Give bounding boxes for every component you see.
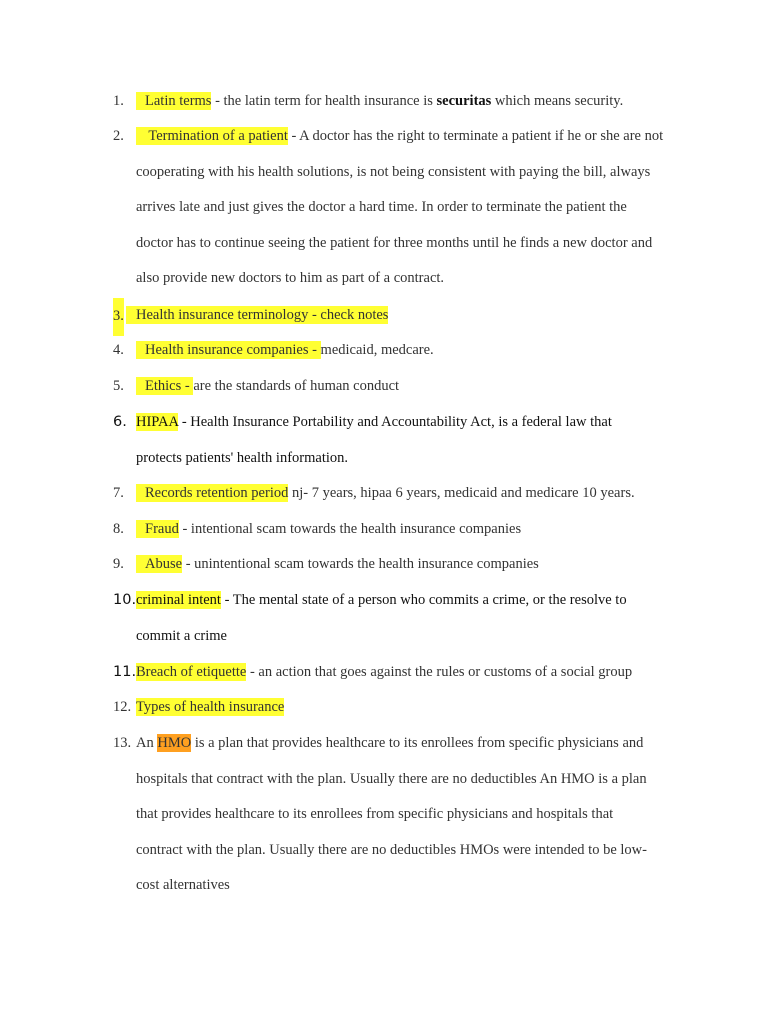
item-number: 13. bbox=[113, 735, 132, 751]
item-text-line: contract with the plan. Usually there are no deductibles HMOs were intended to be low- bbox=[136, 841, 647, 858]
item-number: 5. bbox=[113, 378, 124, 394]
item-number: 1. bbox=[113, 93, 124, 109]
item-text: are the standards of human conduct bbox=[193, 378, 400, 394]
item-text-line: protects patients' health information. bbox=[136, 449, 348, 466]
highlighted-term: HIPAA bbox=[136, 414, 179, 430]
item-number: 6. bbox=[113, 414, 127, 430]
highlighted-term: Fraud bbox=[136, 520, 179, 538]
item-text-line: - A doctor has the right to terminate a patient if he or she are not bbox=[287, 128, 664, 144]
item-prefix: An bbox=[136, 735, 158, 751]
item-number: 12. bbox=[113, 699, 132, 715]
highlighted-term: Records retention period bbox=[136, 484, 288, 502]
highlighted-term: criminal intent bbox=[136, 592, 221, 608]
item-number: 9. bbox=[113, 556, 124, 572]
highlighted-term: Termination of a patient bbox=[136, 127, 288, 145]
item-text-line: arrives late and just gives the doctor a hard time. In order to terminate the patient the bbox=[136, 199, 627, 216]
item-number: 10. bbox=[113, 592, 137, 608]
highlighted-term: Types of health insurance bbox=[136, 699, 285, 715]
item-number: 4. bbox=[113, 342, 124, 358]
list-item bbox=[113, 405, 696, 476]
list-item bbox=[113, 333, 696, 369]
item-text-line: cooperating with his health solutions, is not being consistent with paying the bill, always bbox=[136, 163, 651, 180]
highlighted-term: Latin terms bbox=[136, 92, 211, 110]
item-text-line: that provides healthcare to its enrollees from specific physicians and hospitals that bbox=[136, 806, 614, 823]
item-text-line: doctor has to continue seeing the patient for three months until he finds a new doctor and bbox=[136, 234, 653, 251]
item-text-line: is a plan that provides healthcare to its enrollees from specific physicians and bbox=[191, 735, 644, 751]
item-text-line: - The mental state of a person who commits a crime, or the resolve to bbox=[220, 592, 627, 608]
item-text: - unintentional scam towards the health insurance companies bbox=[182, 556, 539, 572]
item-text: nj- 7 years, hipaa 6 years, medicaid and medicare 10 years. bbox=[288, 485, 635, 501]
list-item bbox=[113, 726, 696, 904]
list-item bbox=[113, 84, 696, 120]
list-item bbox=[113, 655, 696, 691]
item-number: 8. bbox=[113, 521, 124, 537]
list-item bbox=[113, 476, 696, 512]
highlighted-term: Breach of etiquette bbox=[136, 664, 247, 680]
list-item bbox=[113, 690, 696, 726]
item-text-line: hospitals that contract with the plan. Usually there are no deductibles An HMO is a plan bbox=[136, 770, 647, 787]
item-number: 11. bbox=[113, 664, 137, 680]
highlighted-term: Ethics - bbox=[136, 377, 193, 395]
list-item bbox=[113, 547, 696, 583]
item-text-line: commit a crime bbox=[136, 627, 227, 644]
item-text: medicaid, medcare. bbox=[320, 342, 434, 358]
item-number: 3. bbox=[113, 298, 124, 336]
list-item bbox=[113, 119, 696, 297]
highlighted-term: Health insurance companies - bbox=[136, 341, 321, 359]
item-text-end: which means security. bbox=[491, 93, 624, 109]
item-number: 7. bbox=[113, 485, 124, 501]
list-item bbox=[113, 583, 696, 654]
item-text: - intentional scam towards the health insurance companies bbox=[178, 521, 522, 537]
highlighted-term: HMO bbox=[157, 735, 192, 751]
bold-term: securitas bbox=[436, 93, 492, 109]
highlighted-term: Health insurance terminology - check notes bbox=[126, 306, 388, 324]
list-item bbox=[113, 512, 696, 548]
item-text-line: - Health Insurance Portability and Accountability Act, is a federal law that bbox=[178, 414, 612, 430]
item-text: - an action that goes against the rules or customs of a social group bbox=[246, 664, 633, 680]
list-item bbox=[113, 298, 696, 334]
list-item bbox=[113, 369, 696, 405]
highlighted-term: Abuse bbox=[136, 555, 182, 573]
item-text: - the latin term for health insurance is bbox=[211, 93, 437, 109]
item-text-line: also provide new doctors to him as part of a contract. bbox=[136, 270, 445, 287]
item-text-line: cost alternatives bbox=[136, 877, 230, 894]
item-number: 2. bbox=[113, 128, 124, 144]
